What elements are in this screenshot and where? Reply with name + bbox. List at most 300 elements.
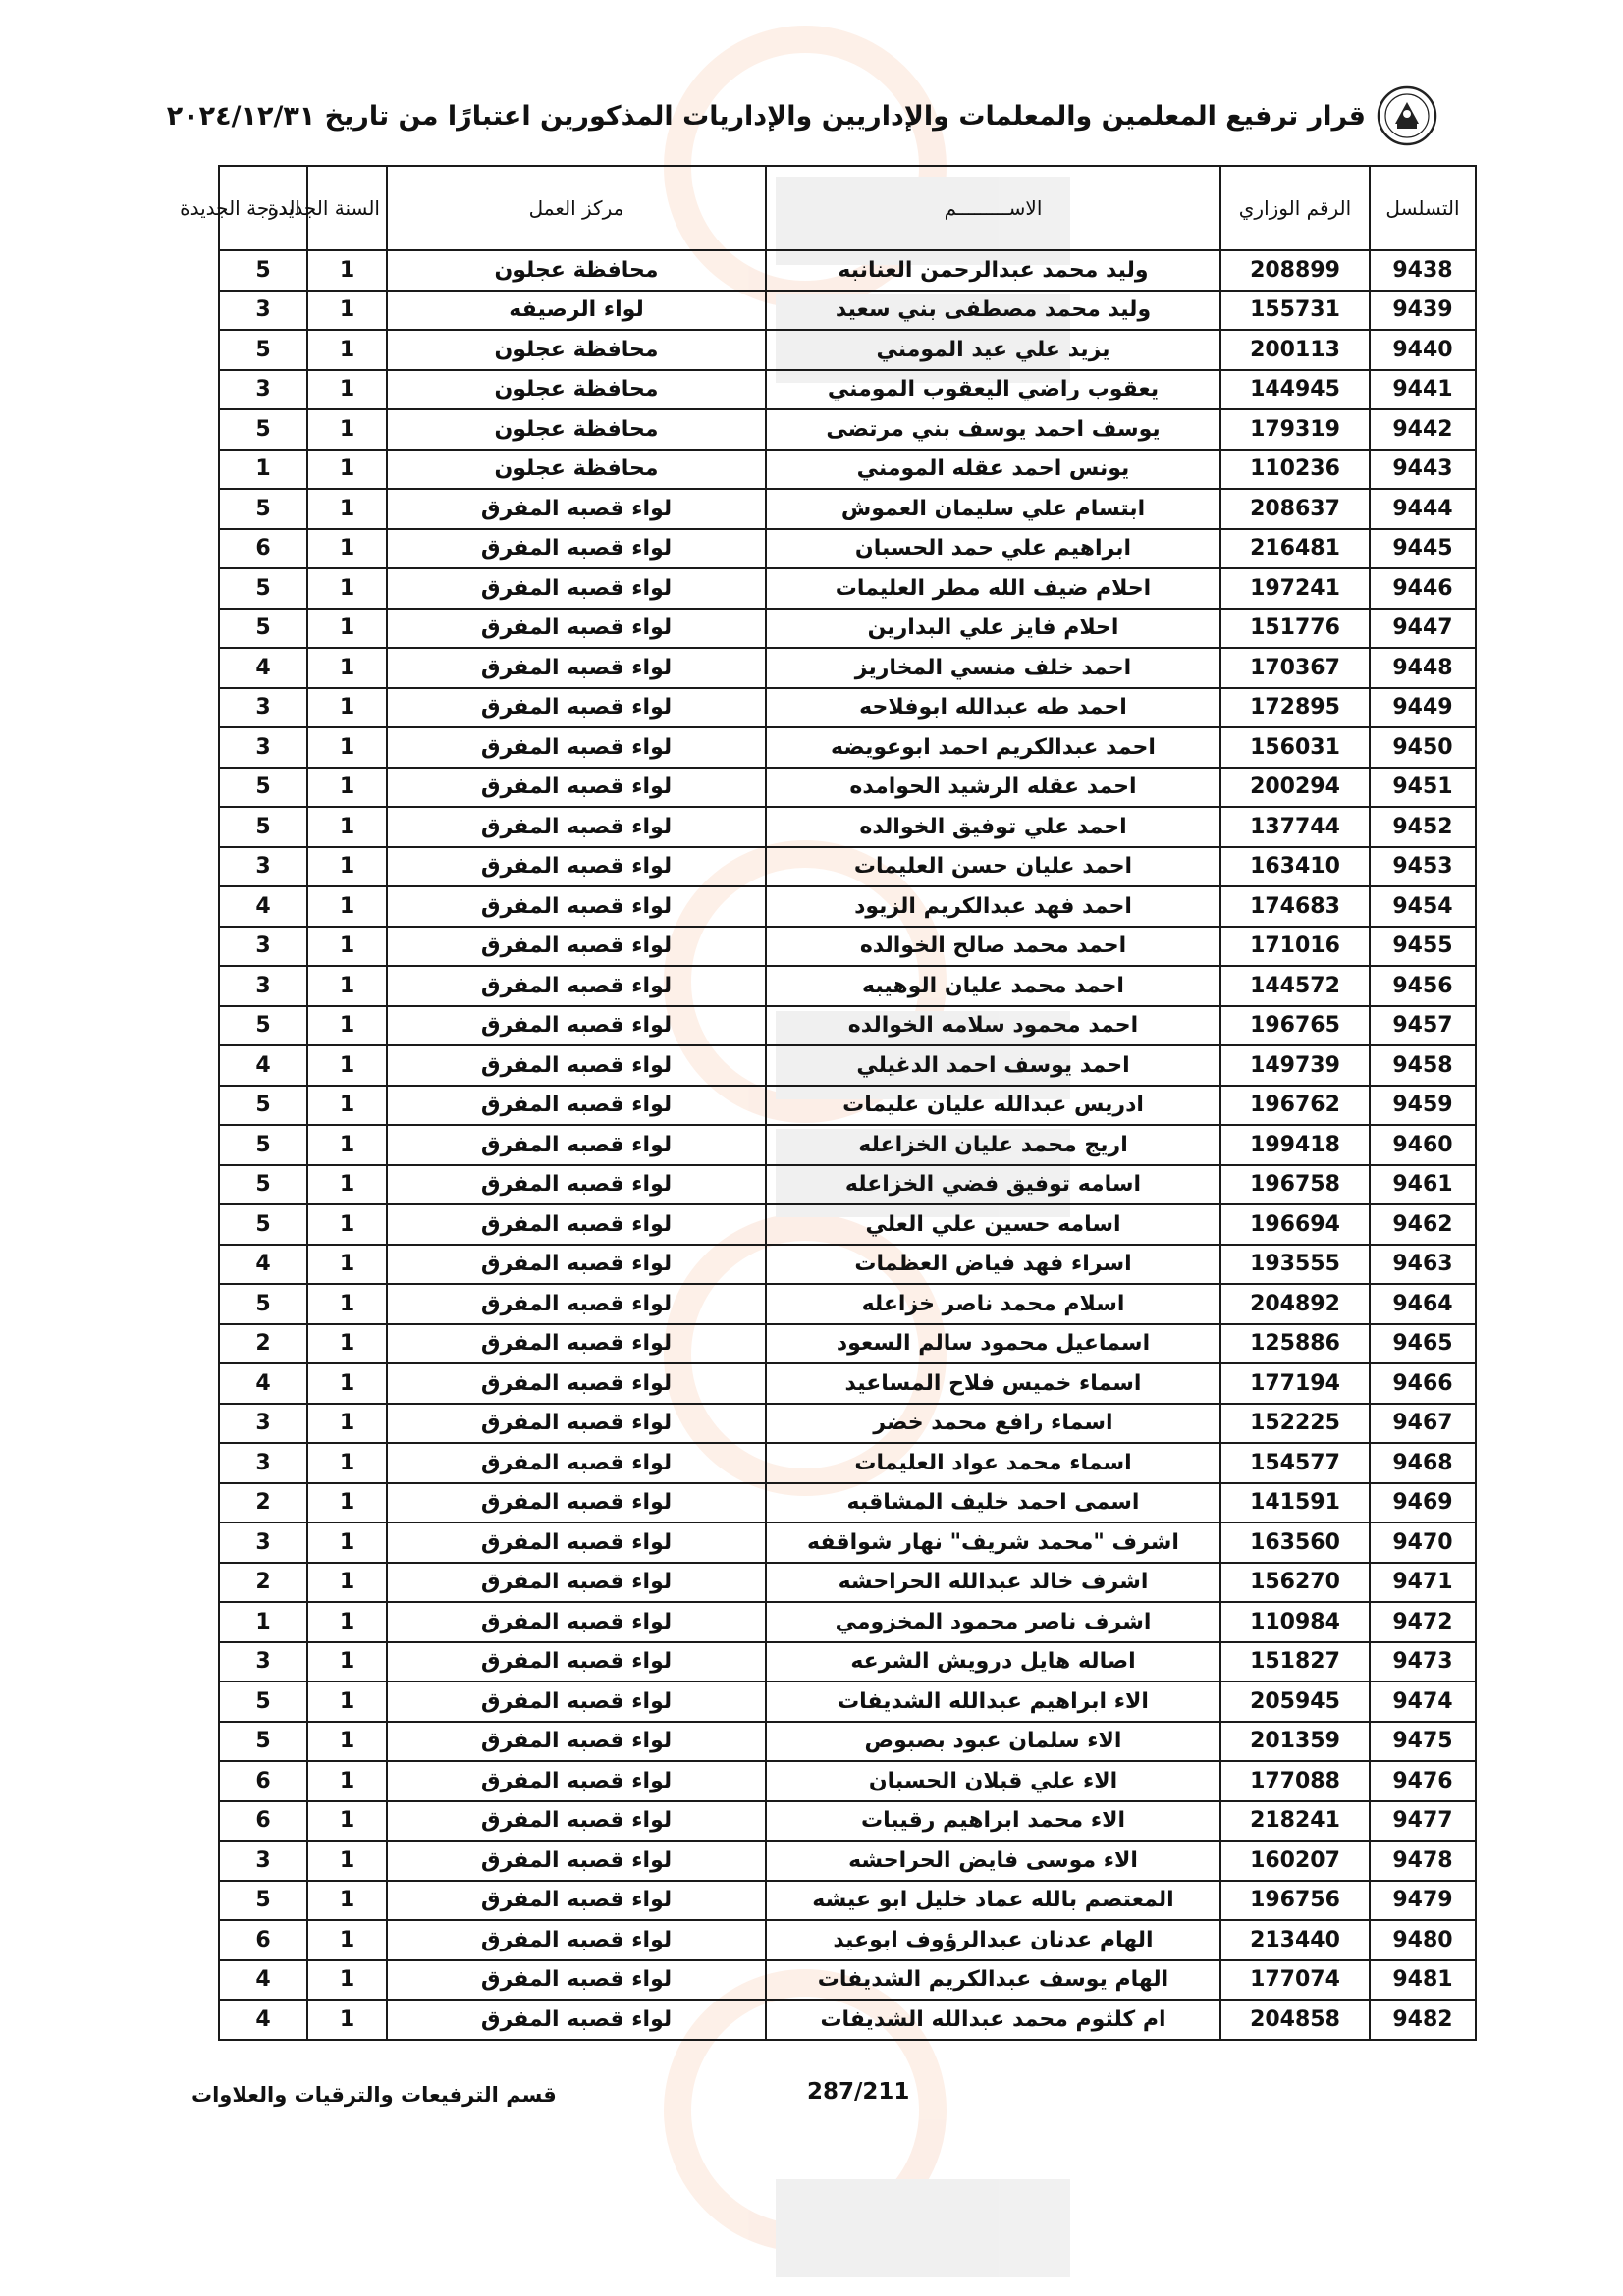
cell-ministry-number: 208637	[1220, 489, 1370, 529]
cell-serial: 9448	[1370, 648, 1476, 688]
cell-work-center: محافظة عجلون	[387, 409, 766, 450]
cell-work-center: لواء قصبه المفرق	[387, 1801, 766, 1842]
cell-work-center: لواء قصبه المفرق	[387, 966, 766, 1006]
cell-serial: 9478	[1370, 1841, 1476, 1881]
cell-new-grade: 5	[219, 1165, 307, 1205]
cell-serial: 9481	[1370, 1960, 1476, 2001]
cell-name: اسمى احمد خليف المشاقبه	[766, 1483, 1220, 1523]
cell-serial: 9462	[1370, 1204, 1476, 1245]
cell-serial: 9473	[1370, 1642, 1476, 1682]
cell-ministry-number: 193555	[1220, 1245, 1370, 1285]
cell-name: الاء موسى فايض الحراحشه	[766, 1841, 1220, 1881]
cell-ministry-number: 156031	[1220, 727, 1370, 768]
cell-serial: 9477	[1370, 1801, 1476, 1842]
cell-new-year: 1	[307, 1522, 387, 1563]
cell-ministry-number: 200113	[1220, 330, 1370, 370]
cell-work-center: لواء قصبه المفرق	[387, 847, 766, 887]
cell-work-center: لواء قصبه المفرق	[387, 1363, 766, 1404]
cell-ministry-number: 152225	[1220, 1404, 1370, 1444]
cell-ministry-number: 163560	[1220, 1522, 1370, 1563]
table-header-row	[219, 166, 1476, 250]
cell-name: اسلام محمد ناصر خزاعله	[766, 1284, 1220, 1324]
cell-work-center: لواء قصبه المفرق	[387, 1045, 766, 1086]
cell-name: ابتسام علي سليمان العموش	[766, 489, 1220, 529]
cell-new-grade: 5	[219, 489, 307, 529]
cell-new-grade: 4	[219, 1045, 307, 1086]
cell-new-year: 1	[307, 768, 387, 808]
cell-new-grade: 5	[219, 330, 307, 370]
cell-work-center: لواء قصبه المفرق	[387, 1443, 766, 1483]
cell-serial: 9446	[1370, 568, 1476, 609]
cell-new-year: 1	[307, 966, 387, 1006]
cell-work-center: لواء قصبه المفرق	[387, 1204, 766, 1245]
cell-new-grade: 5	[219, 807, 307, 847]
cell-name: احمد يوسف احمد الدغيلي	[766, 1045, 1220, 1086]
cell-new-year: 1	[307, 727, 387, 768]
cell-serial: 9461	[1370, 1165, 1476, 1205]
cell-new-grade: 4	[219, 648, 307, 688]
cell-ministry-number: 196758	[1220, 1165, 1370, 1205]
table-row	[219, 1960, 1476, 2001]
cell-new-year: 1	[307, 927, 387, 967]
cell-serial: 9476	[1370, 1761, 1476, 1801]
cell-work-center: لواء قصبه المفرق	[387, 727, 766, 768]
cell-name: الاء سلمان عبود بصبوص	[766, 1722, 1220, 1762]
cell-serial: 9445	[1370, 529, 1476, 569]
cell-new-grade: 6	[219, 1801, 307, 1842]
cell-new-year: 1	[307, 648, 387, 688]
cell-ministry-number: 160207	[1220, 1841, 1370, 1881]
cell-work-center: لواء قصبه المفرق	[387, 927, 766, 967]
page-number: 287/211	[807, 2079, 910, 2105]
cell-name: اسراء فهد فياض العظمات	[766, 1245, 1220, 1285]
table-row	[219, 648, 1476, 688]
cell-new-year: 1	[307, 250, 387, 291]
cell-new-year: 1	[307, 1284, 387, 1324]
cell-new-year: 1	[307, 1443, 387, 1483]
cell-new-year: 1	[307, 1245, 387, 1285]
cell-work-center: محافظة عجلون	[387, 330, 766, 370]
cell-new-grade: 4	[219, 1245, 307, 1285]
table-row	[219, 1642, 1476, 1682]
column-header-work-center: مركز العمل	[387, 166, 766, 250]
cell-work-center: لواء قصبه المفرق	[387, 1761, 766, 1801]
cell-new-grade: 2	[219, 1324, 307, 1364]
cell-serial: 9475	[1370, 1722, 1476, 1762]
cell-new-grade: 5	[219, 1204, 307, 1245]
table-row	[219, 489, 1476, 529]
cell-new-year: 1	[307, 1404, 387, 1444]
cell-new-year: 1	[307, 1165, 387, 1205]
promotions-table	[180, 165, 1477, 2041]
table-row	[219, 1045, 1476, 1086]
cell-work-center: لواء قصبه المفرق	[387, 1324, 766, 1364]
cell-work-center: لواء قصبه المفرق	[387, 1483, 766, 1523]
table-row	[219, 330, 1476, 370]
cell-name: اريج محمد عليان الخزاعله	[766, 1125, 1220, 1165]
cell-name: احمد محمد عليان الوهيبه	[766, 966, 1220, 1006]
cell-ministry-number: 204892	[1220, 1284, 1370, 1324]
table-row	[219, 1841, 1476, 1881]
cell-serial: 9464	[1370, 1284, 1476, 1324]
cell-serial: 9459	[1370, 1086, 1476, 1126]
cell-new-grade: 1	[219, 450, 307, 490]
cell-serial: 9471	[1370, 1563, 1476, 1603]
table-row	[219, 568, 1476, 609]
cell-ministry-number: 199418	[1220, 1125, 1370, 1165]
cell-work-center: لواء قصبه المفرق	[387, 1563, 766, 1603]
cell-new-year: 1	[307, 1324, 387, 1364]
cell-serial: 9441	[1370, 370, 1476, 410]
cell-serial: 9440	[1370, 330, 1476, 370]
cell-work-center: لواء قصبه المفرق	[387, 1960, 766, 2001]
cell-new-year: 1	[307, 1125, 387, 1165]
table-row	[219, 1125, 1476, 1165]
cell-new-grade: 5	[219, 1682, 307, 1722]
cell-new-year: 1	[307, 370, 387, 410]
cell-new-year: 1	[307, 1602, 387, 1642]
cell-new-year: 1	[307, 847, 387, 887]
cell-new-grade: 3	[219, 847, 307, 887]
cell-new-grade: 3	[219, 927, 307, 967]
table-row	[219, 370, 1476, 410]
cell-ministry-number: 151827	[1220, 1642, 1370, 1682]
table-row	[219, 1881, 1476, 1921]
cell-work-center: لواء قصبه المفرق	[387, 1522, 766, 1563]
cell-work-center: لواء قصبه المفرق	[387, 1006, 766, 1046]
table-row	[219, 1284, 1476, 1324]
cell-serial: 9466	[1370, 1363, 1476, 1404]
cell-work-center: لواء قصبه المفرق	[387, 688, 766, 728]
cell-name: احمد عبدالكريم احمد ابوعويضه	[766, 727, 1220, 768]
cell-name: احمد علي توفيق الخوالده	[766, 807, 1220, 847]
cell-ministry-number: 144945	[1220, 370, 1370, 410]
cell-ministry-number: 218241	[1220, 1801, 1370, 1842]
cell-ministry-number: 197241	[1220, 568, 1370, 609]
cell-serial: 9467	[1370, 1404, 1476, 1444]
cell-work-center: لواء قصبه المفرق	[387, 1602, 766, 1642]
cell-work-center: لواء قصبه المفرق	[387, 1722, 766, 1762]
table-row	[219, 1086, 1476, 1126]
table-row	[219, 609, 1476, 649]
cell-new-grade: 3	[219, 1404, 307, 1444]
cell-work-center: لواء قصبه المفرق	[387, 489, 766, 529]
cell-name: يعقوب راضي اليعقوب المومني	[766, 370, 1220, 410]
table-row	[219, 2000, 1476, 2040]
cell-ministry-number: 177088	[1220, 1761, 1370, 1801]
cell-new-grade: 5	[219, 768, 307, 808]
table-row	[219, 1363, 1476, 1404]
cell-new-grade: 6	[219, 529, 307, 569]
cell-new-grade: 4	[219, 886, 307, 927]
cell-new-year: 1	[307, 1960, 387, 2001]
cell-new-grade: 5	[219, 409, 307, 450]
cell-serial: 9457	[1370, 1006, 1476, 1046]
cell-new-grade: 4	[219, 2000, 307, 2040]
cell-new-year: 1	[307, 807, 387, 847]
column-header-new-year: السنة الجديدة	[307, 166, 387, 250]
cell-new-grade: 2	[219, 1483, 307, 1523]
table-row	[219, 1324, 1476, 1364]
cell-new-year: 1	[307, 291, 387, 331]
cell-new-grade: 3	[219, 291, 307, 331]
cell-name: الاء محمد ابراهيم رقيبات	[766, 1801, 1220, 1842]
cell-ministry-number: 196762	[1220, 1086, 1370, 1126]
cell-name: الهام عدنان عبدالرؤوف ابوعيد	[766, 1920, 1220, 1960]
cell-work-center: لواء قصبه المفرق	[387, 1682, 766, 1722]
cell-name: اصاله هايل درويش الشرعه	[766, 1642, 1220, 1682]
cell-ministry-number: 110984	[1220, 1602, 1370, 1642]
cell-new-grade: 5	[219, 1086, 307, 1126]
cell-new-year: 1	[307, 1920, 387, 1960]
cell-name: ابراهيم علي حمد الحسبان	[766, 529, 1220, 569]
column-header-name: الاســـــــــم	[766, 166, 1220, 250]
cell-name: اشرف ناصر محمود المخزومي	[766, 1602, 1220, 1642]
cell-ministry-number: 154577	[1220, 1443, 1370, 1483]
cell-serial: 9451	[1370, 768, 1476, 808]
cell-new-year: 1	[307, 450, 387, 490]
cell-new-grade: 5	[219, 1006, 307, 1046]
table-row	[219, 1204, 1476, 1245]
cell-name: ام كلثوم محمد عبدالله الشديفات	[766, 2000, 1220, 2040]
cell-work-center: لواء قصبه المفرق	[387, 768, 766, 808]
table-row	[219, 1920, 1476, 1960]
cell-serial: 9443	[1370, 450, 1476, 490]
cell-name: يوسف احمد يوسف بني مرتضى	[766, 409, 1220, 450]
cell-new-year: 1	[307, 1642, 387, 1682]
cell-name: اسماء محمد عواد العليمات	[766, 1443, 1220, 1483]
cell-work-center: لواء قصبه المفرق	[387, 648, 766, 688]
cell-ministry-number: 213440	[1220, 1920, 1370, 1960]
cell-serial: 9452	[1370, 807, 1476, 847]
table-row	[219, 250, 1476, 291]
ministry-emblem-icon	[1376, 84, 1438, 147]
table-row	[219, 409, 1476, 450]
cell-name: احمد طه عبدالله ابوفلاحه	[766, 688, 1220, 728]
cell-name: اسماعيل محمود سالم السعود	[766, 1324, 1220, 1364]
cell-work-center: لواء قصبه المفرق	[387, 1284, 766, 1324]
cell-ministry-number: 156270	[1220, 1563, 1370, 1603]
cell-ministry-number: 110236	[1220, 450, 1370, 490]
cell-new-grade: 5	[219, 1284, 307, 1324]
cell-ministry-number: 216481	[1220, 529, 1370, 569]
cell-new-grade: 3	[219, 370, 307, 410]
cell-serial: 9450	[1370, 727, 1476, 768]
cell-new-year: 1	[307, 609, 387, 649]
table-row	[219, 1245, 1476, 1285]
cell-ministry-number: 196694	[1220, 1204, 1370, 1245]
cell-name: احمد فهد عبدالكريم الزيود	[766, 886, 1220, 927]
cell-name: اشرف "محمد شريف" نهار شواقفه	[766, 1522, 1220, 1563]
cell-ministry-number: 172895	[1220, 688, 1370, 728]
cell-new-year: 1	[307, 1801, 387, 1842]
table-row	[219, 847, 1476, 887]
cell-ministry-number: 196765	[1220, 1006, 1370, 1046]
cell-work-center: لواء قصبه المفرق	[387, 1165, 766, 1205]
cell-ministry-number: 141591	[1220, 1483, 1370, 1523]
table-row	[219, 886, 1476, 927]
cell-new-grade: 5	[219, 1125, 307, 1165]
cell-new-grade: 3	[219, 1642, 307, 1682]
cell-new-year: 1	[307, 1483, 387, 1523]
cell-serial: 9439	[1370, 291, 1476, 331]
cell-name: الاء علي قبلان الحسبان	[766, 1761, 1220, 1801]
cell-name: اسامه حسين علي العلي	[766, 1204, 1220, 1245]
cell-name: احمد محمد صالح الخوالده	[766, 927, 1220, 967]
column-header-serial: التسلسل	[1370, 166, 1476, 250]
cell-name: الاء ابراهيم عبدالله الشديفات	[766, 1682, 1220, 1722]
cell-ministry-number: 151776	[1220, 609, 1370, 649]
cell-new-grade: 6	[219, 1920, 307, 1960]
cell-new-grade: 6	[219, 1761, 307, 1801]
cell-serial: 9469	[1370, 1483, 1476, 1523]
cell-ministry-number: 174683	[1220, 886, 1370, 927]
cell-new-year: 1	[307, 1204, 387, 1245]
cell-work-center: لواء قصبه المفرق	[387, 568, 766, 609]
cell-name: يونس احمد عقله المومني	[766, 450, 1220, 490]
cell-new-grade: 5	[219, 609, 307, 649]
cell-new-grade: 4	[219, 1960, 307, 2001]
cell-work-center: لواء الرصيفه	[387, 291, 766, 331]
cell-new-year: 1	[307, 409, 387, 450]
cell-ministry-number: 171016	[1220, 927, 1370, 967]
cell-work-center: لواء قصبه المفرق	[387, 609, 766, 649]
cell-new-year: 1	[307, 1722, 387, 1762]
cell-new-grade: 2	[219, 1563, 307, 1603]
table-row	[219, 1602, 1476, 1642]
cell-new-grade: 4	[219, 1363, 307, 1404]
cell-serial: 9444	[1370, 489, 1476, 529]
cell-ministry-number: 149739	[1220, 1045, 1370, 1086]
cell-new-year: 1	[307, 1045, 387, 1086]
cell-ministry-number: 177074	[1220, 1960, 1370, 2001]
cell-work-center: لواء قصبه المفرق	[387, 1125, 766, 1165]
cell-work-center: لواء قصبه المفرق	[387, 886, 766, 927]
cell-serial: 9447	[1370, 609, 1476, 649]
cell-new-year: 1	[307, 886, 387, 927]
cell-new-grade: 3	[219, 688, 307, 728]
table-row	[219, 688, 1476, 728]
cell-serial: 9482	[1370, 2000, 1476, 2040]
table-row	[219, 1801, 1476, 1842]
cell-name: احلام فايز علي البدارين	[766, 609, 1220, 649]
table-row	[219, 1006, 1476, 1046]
cell-new-grade: 3	[219, 966, 307, 1006]
cell-work-center: لواء قصبه المفرق	[387, 1086, 766, 1126]
cell-serial: 9472	[1370, 1602, 1476, 1642]
cell-work-center: لواء قصبه المفرق	[387, 1642, 766, 1682]
column-header-ministry-number: الرقم الوزاري	[1220, 166, 1370, 250]
cell-name: ادريس عبدالله عليان عليمات	[766, 1086, 1220, 1126]
table-row	[219, 1682, 1476, 1722]
department-footer: قسم الترفيعات والترقيات والعلاوات	[191, 2083, 557, 2107]
cell-serial: 9463	[1370, 1245, 1476, 1285]
cell-serial: 9474	[1370, 1682, 1476, 1722]
column-header-new-grade: الدرجة الجديدة	[219, 166, 307, 250]
cell-new-year: 1	[307, 489, 387, 529]
cell-ministry-number: 179319	[1220, 409, 1370, 450]
cell-ministry-number: 208899	[1220, 250, 1370, 291]
cell-ministry-number: 177194	[1220, 1363, 1370, 1404]
table-row	[219, 529, 1476, 569]
cell-new-year: 1	[307, 568, 387, 609]
cell-new-year: 1	[307, 1006, 387, 1046]
cell-new-grade: 3	[219, 727, 307, 768]
cell-name: اسامه توفيق فضي الخزاعله	[766, 1165, 1220, 1205]
table-row	[219, 727, 1476, 768]
cell-work-center: لواء قصبه المفرق	[387, 1404, 766, 1444]
cell-name: احمد محمود سلامه الخوالده	[766, 1006, 1220, 1046]
table-row	[219, 1443, 1476, 1483]
cell-work-center: لواء قصبه المفرق	[387, 2000, 766, 2040]
cell-name: احمد عقله الرشيد الحوامده	[766, 768, 1220, 808]
table-row	[219, 291, 1476, 331]
cell-new-year: 1	[307, 1881, 387, 1921]
cell-work-center: لواء قصبه المفرق	[387, 807, 766, 847]
cell-serial: 9458	[1370, 1045, 1476, 1086]
cell-ministry-number: 137744	[1220, 807, 1370, 847]
cell-serial: 9438	[1370, 250, 1476, 291]
cell-new-grade: 5	[219, 1881, 307, 1921]
cell-ministry-number: 200294	[1220, 768, 1370, 808]
cell-serial: 9479	[1370, 1881, 1476, 1921]
cell-serial: 9470	[1370, 1522, 1476, 1563]
cell-new-grade: 5	[219, 568, 307, 609]
cell-new-grade: 3	[219, 1522, 307, 1563]
cell-name: اسماء رافع محمد خضر	[766, 1404, 1220, 1444]
cell-ministry-number: 125886	[1220, 1324, 1370, 1364]
cell-work-center: محافظة عجلون	[387, 370, 766, 410]
cell-new-year: 1	[307, 330, 387, 370]
cell-serial: 9460	[1370, 1125, 1476, 1165]
cell-work-center: محافظة عجلون	[387, 250, 766, 291]
cell-serial: 9454	[1370, 886, 1476, 927]
cell-serial: 9455	[1370, 927, 1476, 967]
cell-new-year: 1	[307, 1363, 387, 1404]
table-row	[219, 1483, 1476, 1523]
cell-work-center: محافظة عجلون	[387, 450, 766, 490]
table-row	[219, 1165, 1476, 1205]
cell-work-center: لواء قصبه المفرق	[387, 1881, 766, 1921]
cell-new-grade: 3	[219, 1841, 307, 1881]
cell-serial: 9449	[1370, 688, 1476, 728]
cell-work-center: لواء قصبه المفرق	[387, 1841, 766, 1881]
cell-serial: 9465	[1370, 1324, 1476, 1364]
cell-name: اسماء خميس فلاح المساعيد	[766, 1363, 1220, 1404]
cell-work-center: لواء قصبه المفرق	[387, 529, 766, 569]
cell-new-year: 1	[307, 1761, 387, 1801]
cell-new-grade: 1	[219, 1602, 307, 1642]
cell-ministry-number: 170367	[1220, 648, 1370, 688]
cell-new-year: 1	[307, 1086, 387, 1126]
cell-name: وليد محمد مصطفى بني سعيد	[766, 291, 1220, 331]
document-title: قرار ترفيع المعلمين والمعلمات والإداريين والإداريات المذكورين اعتبارًا من تاريخ ٢٠٢٤/١٢/٣١	[166, 100, 1366, 132]
cell-new-grade: 3	[219, 1443, 307, 1483]
cell-ministry-number: 163410	[1220, 847, 1370, 887]
cell-ministry-number: 205945	[1220, 1682, 1370, 1722]
cell-name: المعتصم بالله عماد خليل ابو عيشه	[766, 1881, 1220, 1921]
table-row	[219, 927, 1476, 967]
cell-new-grade: 5	[219, 250, 307, 291]
cell-name: يزيد علي عيد المومني	[766, 330, 1220, 370]
table-row	[219, 1404, 1476, 1444]
cell-name: احلام ضيف الله مطر العليمات	[766, 568, 1220, 609]
cell-new-year: 1	[307, 688, 387, 728]
document-header	[166, 77, 1438, 155]
table-row	[219, 807, 1476, 847]
cell-new-year: 1	[307, 1841, 387, 1881]
table-row	[219, 1522, 1476, 1563]
